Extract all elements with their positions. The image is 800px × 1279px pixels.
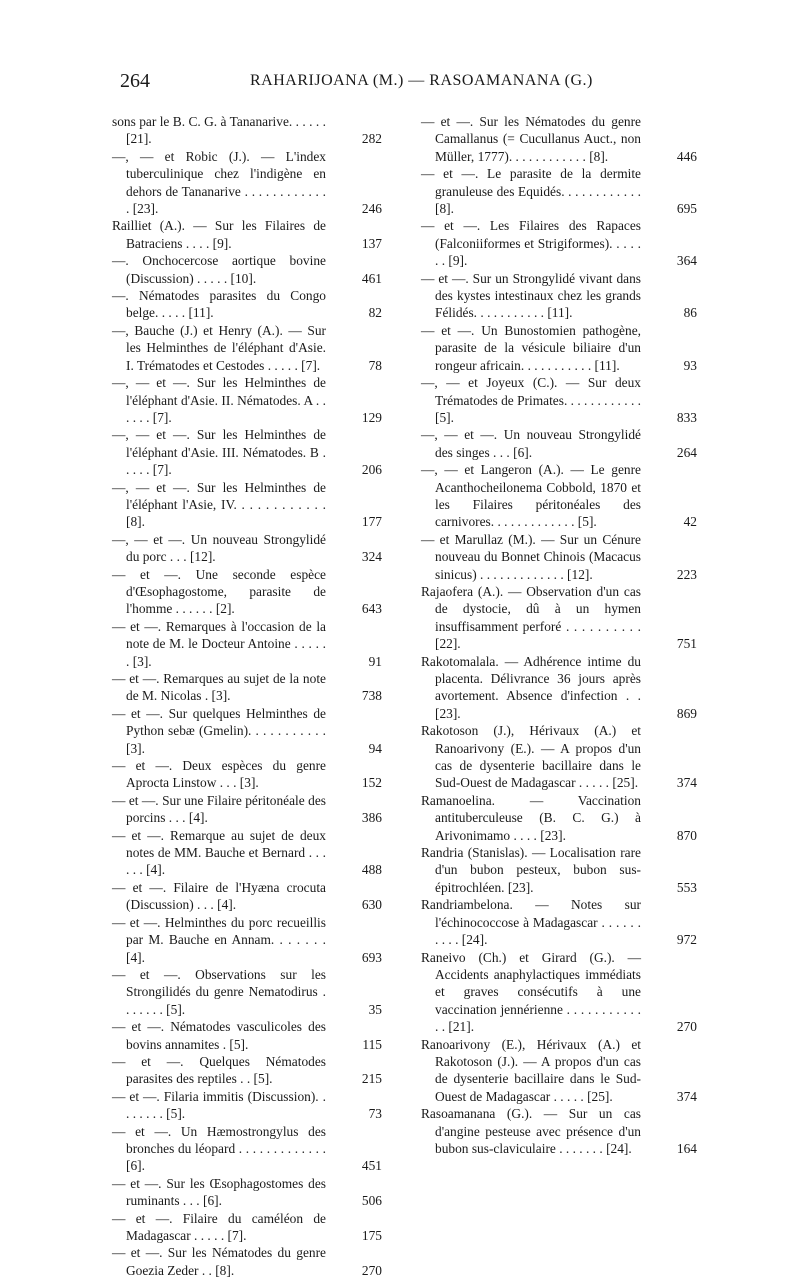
index-entry-text: Ranoarivony (E.), Hérivaux (A.) et Rakotoson (J.). — A propos d'un cas de dysenterie bacillaire dans le Sud-Ouest de Madagascar . . . . . [25]. — [421, 1036, 641, 1104]
index-entry-page: 833 — [676, 409, 697, 425]
index-entry-page: 91 — [368, 653, 382, 669]
index-entry-text: — et —. Sur les Nématodes du genre Goezia Zeder . . [8]. — [112, 1245, 326, 1278]
index-entry — [421, 792, 697, 844]
index-entry — [112, 1088, 382, 1123]
index-entry-text: Railliet (A.). — Sur les Filaires de Batraciens . . . . [9]. — [112, 218, 326, 251]
index-entry-text: Ramanoelina. — Vaccination antituberculeuse (B. C. G.) à Arivonimamo . . . . [23]. — [421, 792, 641, 843]
index-entry-page: 137 — [361, 235, 382, 251]
index-entry-page: 94 — [368, 740, 382, 756]
index-entry-text: — et —. Sur une Filaire péritonéale des porcins . . . [4]. — [112, 792, 326, 826]
index-entry — [421, 531, 697, 583]
index-entry-text: — et —. Filaire du caméléon de Madagascar . . . . . [7]. — [112, 1210, 326, 1243]
index-entry — [421, 844, 697, 896]
index-entry-text: —. Onchocercose aortique bovine (Discussion) . . . . . [10]. — [112, 253, 326, 286]
index-entry — [112, 618, 382, 670]
index-entry-text: — et —. Quelques Nématodes parasites des reptiles . . [5]. — [112, 1053, 326, 1087]
index-entry-page: 386 — [361, 810, 382, 826]
index-entry-text: — et —. Un Bunostomien pathogène, parasite de la vésicule biliaire d'un rongeur africain. . . . . . . . . . . [11]. — [421, 322, 641, 373]
index-entry — [112, 1053, 382, 1088]
index-entry-text: —, — et —. Sur les Helminthes de l'éléphant l'Asie, IV. . . . . . . . . . . . [8]. — [112, 479, 326, 530]
index-entry-page: 42 — [683, 514, 697, 530]
index-entry — [112, 914, 382, 966]
index-entry — [112, 148, 382, 218]
index-entry-text: Randriambelona. — Notes sur l'échinococcose à Madagascar . . . . . . . . . . [24]. — [421, 897, 641, 948]
index-entry-text: —, — et —. Sur les Helminthes de l'éléphant d'Asie. III. Nématodes. B . . . . . [7]. — [112, 427, 326, 478]
index-entry — [112, 1244, 382, 1279]
index-entry-text: — et —. Sur un Strongylidé vivant dans des kystes intestinaux chez les grands Félidés. . . . . . . . . . . [11]. — [421, 270, 641, 321]
index-entry-page: 446 — [676, 148, 697, 164]
index-entry — [421, 374, 697, 426]
index-entry-page: 630 — [361, 897, 382, 913]
index-entry — [112, 252, 382, 287]
index-entry-page: 693 — [361, 949, 382, 965]
index-entry-page: 488 — [361, 862, 382, 878]
index-entry-page: 270 — [361, 1262, 382, 1278]
index-entry-text: — et —. Sur les Œsophagostomes des ruminants . . . [6]. — [112, 1175, 326, 1209]
index-entry — [421, 583, 697, 653]
index-entry-page: 78 — [368, 357, 382, 373]
index-entry — [112, 1175, 382, 1210]
index-entry-page: 73 — [368, 1106, 382, 1122]
index-entry-text: Rasoamanana (G.). — Sur un cas d'angine pesteuse avec présence d'un bubon sus-claviculaire . . . . . . . [24]. — [421, 1106, 641, 1156]
index-column-right — [421, 113, 697, 1157]
index-entry-page: 264 — [676, 444, 697, 460]
index-entry — [112, 426, 382, 478]
index-entry — [112, 792, 382, 827]
index-entry — [112, 879, 382, 914]
index-entry-page: 506 — [361, 1193, 382, 1209]
index-entry — [112, 705, 382, 757]
index-entry — [112, 531, 382, 566]
index-entry-text: — et —. Remarques au sujet de la note de M. Nicolas . [3]. — [112, 671, 326, 704]
index-entry-text: —, — et —. Un nouveau Strongylidé du porc . . . [12]. — [112, 531, 326, 565]
index-entry — [112, 1123, 382, 1175]
index-entry-text: — et —. Filaria immitis (Discussion). . . . . . . . [5]. — [112, 1088, 326, 1122]
index-entry-page: 115 — [362, 1036, 382, 1052]
index-entry — [112, 1210, 382, 1245]
index-entry-page: 553 — [676, 879, 697, 895]
index-entry — [421, 426, 697, 461]
index-entry-page: 738 — [361, 688, 382, 704]
index-entry-page: 129 — [361, 409, 382, 425]
index-entry — [421, 461, 697, 531]
index-entry-text: —, — et Langeron (A.). — Le genre Acanthocheilonema Cobbold, 1870 et les Filaires péritonéales des carnivores. . . . . . . . . . . . . [5]. — [421, 462, 641, 530]
index-entry-page: 215 — [361, 1071, 382, 1087]
index-entry-page: 324 — [361, 549, 382, 565]
index-entry-text: Raneivo (Ch.) et Girard (G.). — Accidents anaphylactiques immédiats et graves consécutifs à une vaccination jennérienne . . . . . . . . . . . . . [21]. — [421, 949, 641, 1035]
index-entry-text: —, — et Robic (J.). — L'index tuberculinique chez l'indigène en dehors de Tananarive . . . . . . . . . . . . . [23]. — [112, 148, 326, 217]
index-entry — [421, 722, 697, 792]
index-entry-text: Rakotoson (J.), Hérivaux (A.) et Ranoarivony (E.). — A propos d'un cas de dysenterie bacillaire dans le Sud-Ouest de Madagascar . . . . . [25]. — [421, 723, 641, 791]
index-entry — [421, 217, 697, 269]
index-entry-page: 374 — [676, 775, 697, 791]
index-entry-text: — et —. Nématodes vasculicoles des bovins annamites . [5]. — [112, 1019, 326, 1052]
index-entry-page: 223 — [676, 566, 697, 582]
index-entry-page: 695 — [676, 201, 697, 217]
index-entry — [112, 827, 382, 879]
index-entry-text: — et —. Helminthes du porc recueillis par M. Bauche en Annam. . . . . . . [4]. — [112, 914, 326, 965]
index-entry-page: 643 — [361, 601, 382, 617]
index-entry-text: —, — et —. Un nouveau Strongylidé des singes . . . [6]. — [421, 427, 641, 460]
index-entry — [421, 270, 697, 322]
index-entry-page: 175 — [361, 1228, 382, 1243]
index-entry-text: Randria (Stanislas). — Localisation rare d'un bubon pesteux, bubon sus-épitrochléen. [23]. — [421, 845, 641, 895]
index-entry-page: 35 — [368, 1001, 382, 1017]
index-entry-text: — et —. Une seconde espèce d'Œsophagostome, parasite de l'homme . . . . . . [2]. — [112, 566, 326, 617]
index-entry-page: 164 — [676, 1140, 697, 1156]
index-column-left — [112, 113, 382, 1279]
index-entry-page: 206 — [361, 462, 382, 478]
index-entry — [112, 757, 382, 792]
index-entry — [112, 566, 382, 618]
index-entry-text: —. Nématodes parasites du Congo belge. . . . . [11]. — [112, 288, 326, 321]
running-head: RAHARIJOANA (M.) — RASOAMANANA (G.) — [250, 72, 593, 89]
index-entry-text: — et —. Remarques à l'occasion de la note de M. le Docteur Antoine . . . . . . [3]. — [112, 618, 326, 669]
index-entry — [112, 479, 382, 531]
index-entry-text: —, — et Joyeux (C.). — Sur deux Trématodes de Primates. . . . . . . . . . . . [5]. — [421, 375, 641, 425]
index-entry-text: sons par le B. C. G. à Tananarive. . . . . . [21]. — [112, 114, 326, 147]
index-entry — [421, 113, 697, 165]
index-entry-page: 82 — [368, 305, 382, 321]
index-entry-page: 152 — [361, 775, 382, 791]
index-entry-text: —, — et —. Sur les Helminthes de l'éléphant d'Asie. II. Nématodes. A . . . . . . [7]. — [112, 375, 326, 425]
index-entry-text: — et —. Sur quelques Helminthes de Python sebæ (Gmelin). . . . . . . . . . . [3]. — [112, 705, 326, 756]
index-entry — [421, 949, 697, 1036]
index-entry-page: 270 — [676, 1019, 697, 1035]
index-entry — [112, 966, 382, 1018]
index-entry-page: 869 — [676, 705, 697, 721]
index-entry-page: 751 — [676, 636, 697, 652]
index-entry-page: 282 — [361, 131, 382, 147]
index-entry — [112, 287, 382, 322]
index-entry — [421, 1105, 697, 1157]
index-entry — [112, 670, 382, 705]
index-entry-page: 451 — [361, 1158, 382, 1174]
index-entry-text: — et —. Filaire de l'Hyæna crocuta (Discussion) . . . [4]. — [112, 879, 326, 913]
index-entry-text: — et Marullaz (M.). — Sur un Cénure nouveau du Bonnet Chinois (Macacus sinicus) . . . . . . . . . . . . . [12]. — [421, 531, 641, 582]
index-entry-text: — et —. Sur les Nématodes du genre Camallanus (= Cucullanus Auct., non Müller, 1777). . . . . . . . . . . . [8]. — [421, 114, 641, 164]
index-entry — [112, 322, 382, 374]
index-entry-text: — et —. Le parasite de la dermite granuleuse des Equidés. . . . . . . . . . . . [8]. — [421, 166, 641, 217]
index-entry — [112, 374, 382, 426]
index-entry-page: 870 — [676, 827, 697, 843]
index-entry — [112, 113, 382, 148]
index-entry — [112, 1018, 382, 1053]
index-entry-page: 93 — [683, 357, 697, 373]
index-entry — [421, 653, 697, 723]
index-entry-page: 246 — [361, 201, 382, 217]
index-entry-page: 374 — [676, 1088, 697, 1104]
index-entry — [421, 896, 697, 948]
index-entry-page: 86 — [683, 305, 697, 321]
index-entry-text: — et —. Les Filaires des Rapaces (Falconiiformes et Strigiformes). . . . . . . [9]. — [421, 218, 641, 269]
index-entry-text: — et —. Un Hæmostrongylus des bronches du léopard . . . . . . . . . . . . . [6]. — [112, 1123, 326, 1174]
index-entry — [112, 217, 382, 252]
index-entry-page: 364 — [676, 253, 697, 269]
index-entry-text: — et —. Remarque au sujet de deux notes de MM. Bauche et Bernard . . . . . . [4]. — [112, 827, 326, 878]
index-entry — [421, 165, 697, 217]
index-entry — [421, 322, 697, 374]
index-entry-text: — et —. Observations sur les Strongilidés du genre Nematodirus . . . . . . . [5]. — [112, 966, 326, 1017]
index-entry — [421, 1036, 697, 1106]
index-entry-text: Rakotomalala. — Adhérence intime du placenta. Délivrance 36 jours après avortement. Absence d'infection . . [23]. — [421, 653, 641, 721]
index-entry-text: — et —. Deux espèces du genre Aprocta Linstow . . . [3]. — [112, 758, 326, 791]
page-number: 264 — [120, 70, 150, 92]
index-entry-page: 972 — [676, 932, 697, 948]
index-entry-page: 177 — [361, 514, 382, 530]
index-entry-text: Rajaofera (A.). — Observation d'un cas de dystocie, dû à un hymen insuffisamment perforé . . . . . . . . . . [22]. — [421, 583, 641, 652]
index-entry-text: —, Bauche (J.) et Henry (A.). — Sur les Helminthes de l'éléphant d'Asie. I. Trématodes et Cestodes . . . . . [7]. — [112, 322, 326, 373]
index-entry-page: 461 — [361, 270, 382, 286]
